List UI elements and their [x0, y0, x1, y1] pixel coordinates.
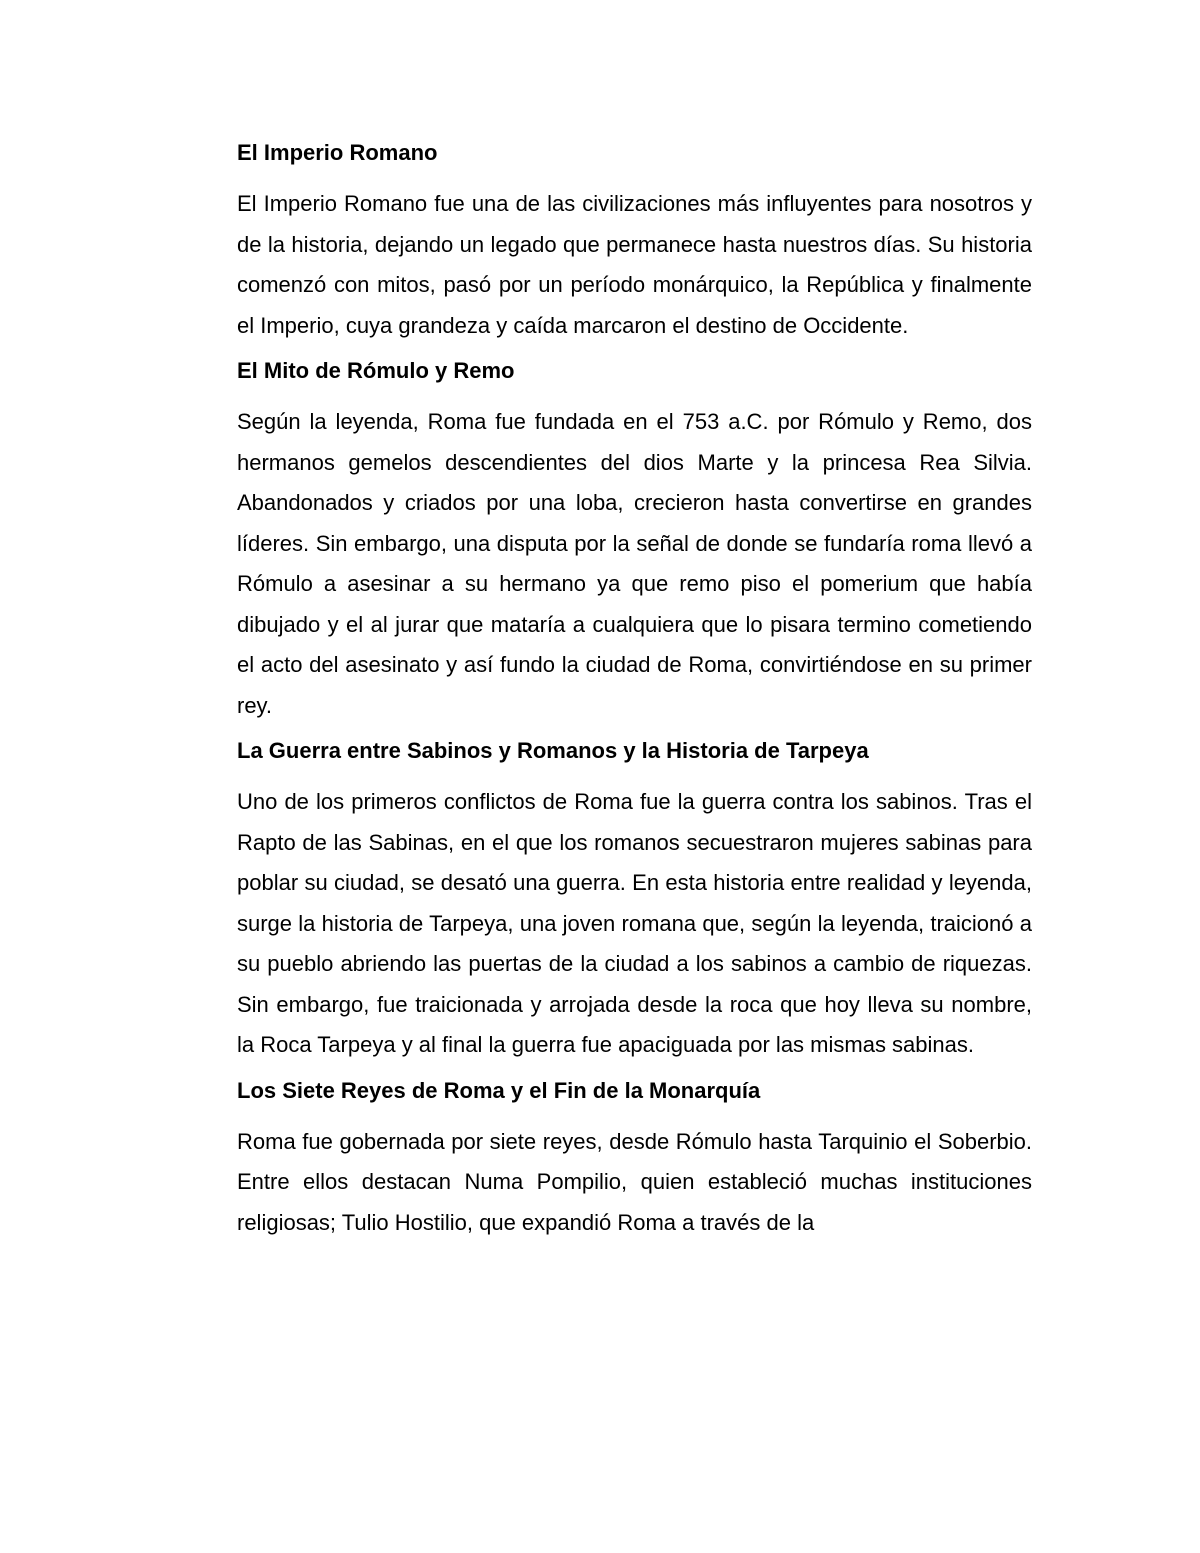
section-heading: El Mito de Rómulo y Remo [237, 358, 515, 383]
section-paragraph: Según la leyenda, Roma fue fundada en el 753 a.C. por Rómulo y Remo, dos hermanos gemelos descendientes del dios Marte y la princesa Rea Silvia. Abandonados y criados por una loba, crecieron hasta convertirse en grandes líderes. Sin embargo, una disputa por la señal de donde se fundaría roma llevó a Rómulo a asesinar a su hermano ya que remo piso el pomerium que había dibujado y el al jurar que mataría a cualquiera que lo pisara termino cometiendo el acto del asesinato y así fundo la ciudad de Roma, convirtiéndose en su primer rey. [237, 409, 1032, 718]
section-guerra-sabinos [237, 734, 1032, 1066]
section-siete-reyes [237, 1074, 1032, 1244]
section-heading: El Imperio Romano [237, 140, 438, 165]
section-paragraph: Roma fue gobernada por siete reyes, desde Rómulo hasta Tarquinio el Soberbio. Entre ellos destacan Numa Pompilio, quien estableció muchas instituciones religiosas; Tulio Hostilio, que expandió Roma a través de la [237, 1128, 1032, 1235]
section-heading: La Guerra entre Sabinos y Romanos y la Historia de Tarpeya [237, 738, 869, 763]
section-paragraph: El Imperio Romano fue una de las civilizaciones más influyentes para nosotros y de la historia, dejando un legado que permanece hasta nuestros días. Su historia comenzó con mitos, pasó por un período monárquico, la República y finalmente el Imperio, cuya grandeza y caída marcaron el destino de Occidente. [237, 191, 1032, 338]
section-paragraph: Uno de los primeros conflictos de Roma fue la guerra contra los sabinos. Tras el Rapto de las Sabinas, en el que los romanos secuestraron mujeres sabinas para poblar su ciudad, se desató una guerra. En esta historia entre realidad y leyenda, surge la historia de Tarpeya, una joven romana que, según la leyenda, traicionó a su pueblo abriendo las puertas de la ciudad a los sabinos a cambio de riquezas. Sin embargo, fue traicionada y arrojada desde la roca que hoy lleva su nombre, la Roca Tarpeya y al final la guerra fue apaciguada por las mismas sabinas. [237, 789, 1032, 1057]
document-body [237, 136, 1032, 1251]
section-heading: Los Siete Reyes de Roma y el Fin de la Monarquía [237, 1077, 761, 1103]
section-mito-romulo-remo [237, 354, 1032, 726]
section-imperio-romano [237, 136, 1032, 346]
